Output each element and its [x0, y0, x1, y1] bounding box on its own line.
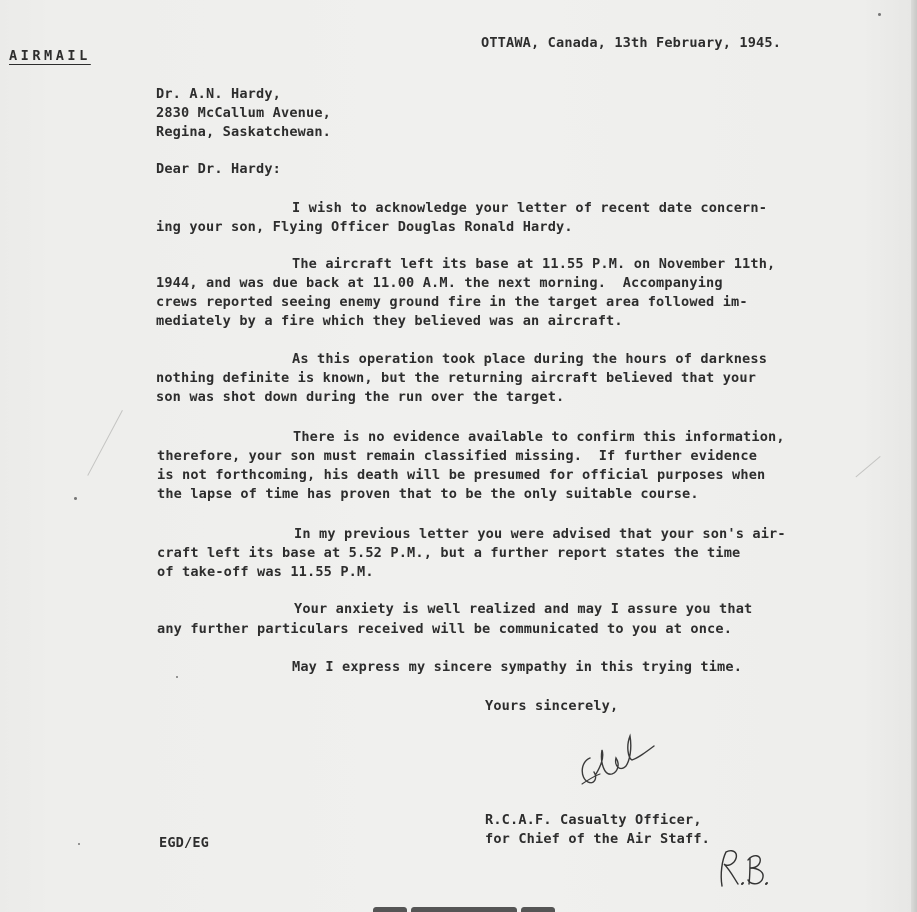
paper-mark: [87, 410, 123, 476]
body-line: mediately by a fire which they believed was an aircraft.: [156, 313, 623, 329]
body-line: the lapse of time has proven that to be the only suitable course.: [157, 486, 699, 502]
signature-subtitle: for Chief of the Air Staff.: [485, 831, 711, 847]
body-line: craft left its base at 5.52 P.M., but a further report states the time: [157, 545, 741, 561]
recipient-name: Dr. A.N. Hardy,: [156, 86, 282, 102]
body-line: There is no evidence available to confirm this information,: [293, 429, 785, 445]
recipient-street: 2830 McCallum Avenue,: [156, 105, 332, 121]
paper-speck: [74, 497, 77, 500]
dateline: OTTAWA, Canada, 13th February, 1945.: [481, 35, 782, 51]
handwritten-initials: [712, 846, 772, 890]
viewer-tab: [411, 907, 517, 912]
body-line: crews reported seeing enemy ground fire in the target area followed im-: [156, 294, 748, 310]
reference-initials: EGD/EG: [159, 835, 210, 851]
body-line: therefore, your son must remain classified missing. If further evidence: [157, 448, 758, 464]
paper-speck: [878, 13, 881, 16]
body-line: son was shot down during the run over the target.: [156, 389, 565, 405]
airmail-heading: AIRMAIL: [9, 48, 91, 64]
paper-speck: [176, 676, 178, 678]
viewer-tab: [521, 907, 555, 912]
body-line: any further particulars received will be communicated to you at once.: [157, 621, 733, 637]
handwritten-signature: [576, 728, 658, 790]
body-line: Your anxiety is well realized and may I assure you that: [294, 601, 753, 617]
viewer-tab: [373, 907, 407, 912]
body-line: nothing definite is known, but the returning aircraft believed that your: [156, 370, 757, 386]
body-line: is not forthcoming, his death will be presumed for official purposes when: [157, 467, 766, 483]
signature-title: R.C.A.F. Casualty Officer,: [485, 812, 702, 828]
paper-mark: [855, 456, 880, 477]
paper-speck: [78, 843, 80, 845]
body-line: 1944, and was due back at 11.00 A.M. the next morning. Accompanying: [156, 275, 723, 291]
body-line: The aircraft left its base at 11.55 P.M. on November 11th,: [292, 256, 776, 272]
salutation: Dear Dr. Hardy:: [156, 161, 282, 177]
body-line: In my previous letter you were advised that your son's air-: [294, 526, 786, 542]
body-line: I wish to acknowledge your letter of recent date concern-: [292, 200, 768, 216]
recipient-city: Regina, Saskatchewan.: [156, 124, 332, 140]
closing: Yours sincerely,: [485, 698, 619, 714]
body-line: As this operation took place during the hours of darkness: [292, 351, 768, 367]
body-line: of take-off was 11.55 P.M.: [157, 564, 374, 580]
body-line: May I express my sincere sympathy in this trying time.: [292, 659, 743, 675]
body-line: ing your son, Flying Officer Douglas Ronald Hardy.: [156, 219, 573, 235]
